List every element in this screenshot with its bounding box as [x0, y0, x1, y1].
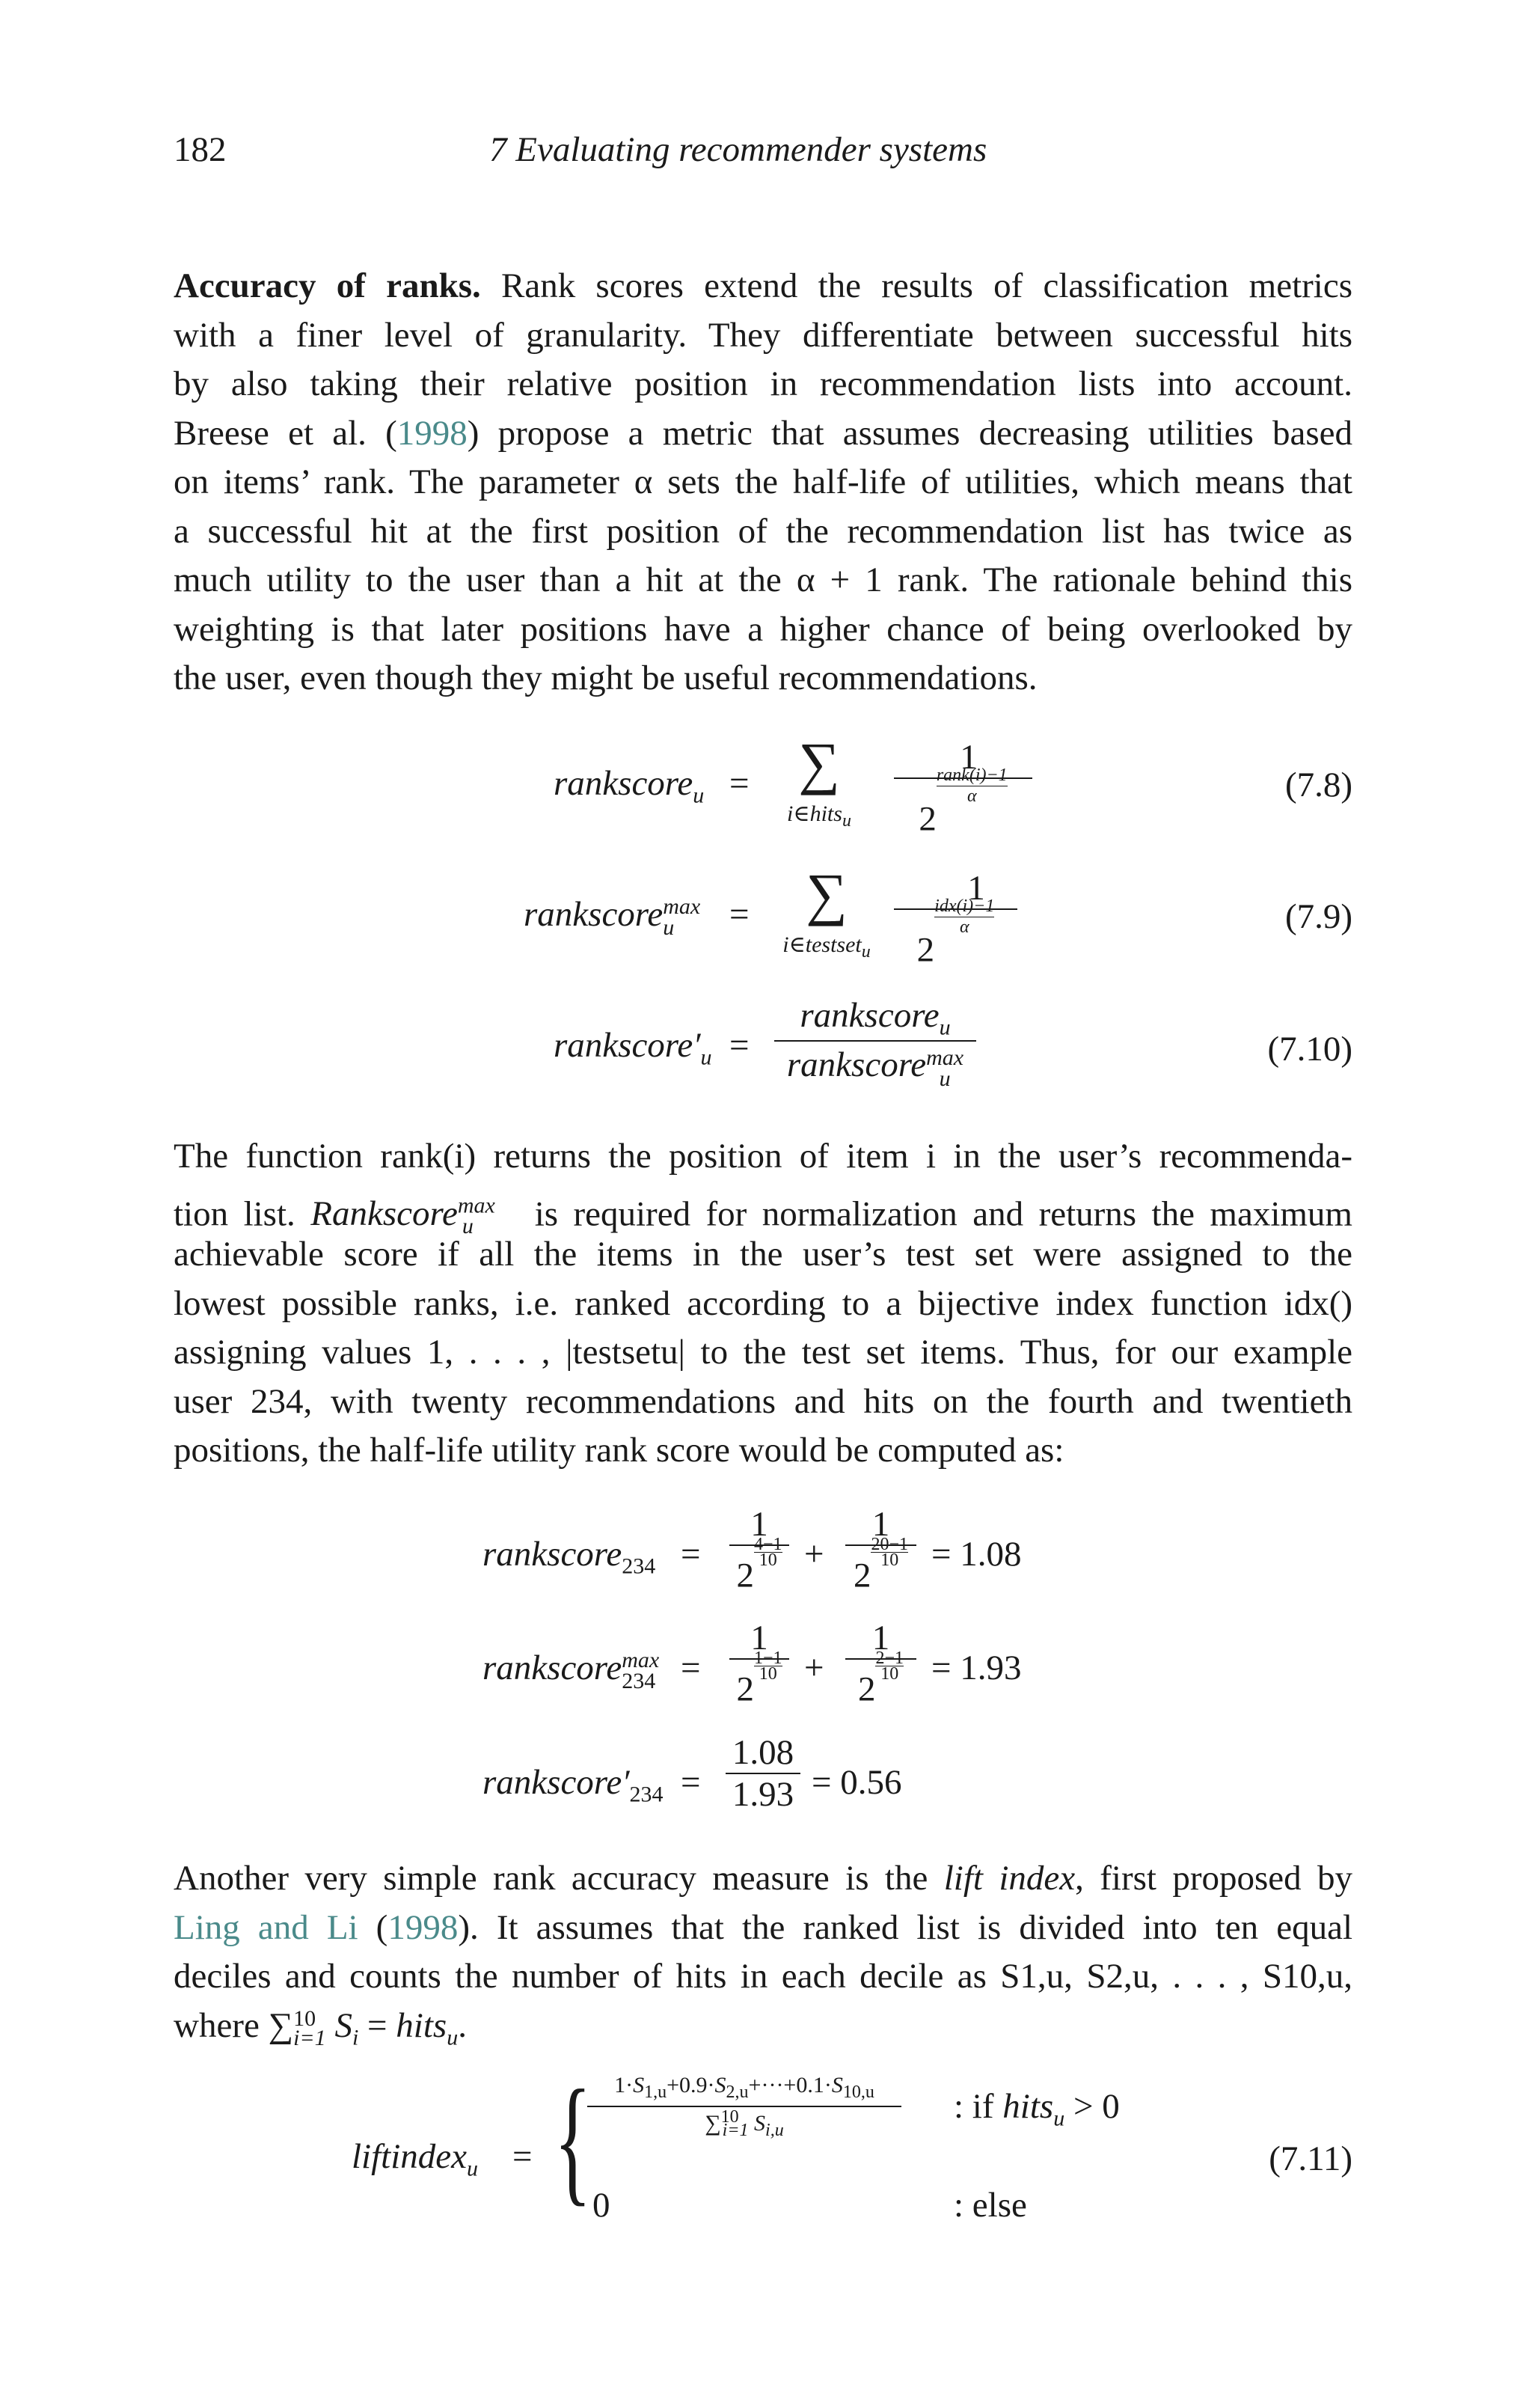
section-heading: Accuracy of ranks.	[174, 266, 481, 305]
text: is required for normalization and returns the maximum	[534, 1194, 1352, 1234]
paragraph-lift-index	[174, 1854, 1352, 2050]
text: Rank scores extend the results of classification metrics	[501, 266, 1353, 305]
paragraph-accuracy-of-ranks	[174, 262, 1352, 703]
result-value: = 1.08	[931, 1535, 1022, 1574]
citation-link[interactable]: 1998	[396, 413, 468, 453]
text: (	[358, 1907, 388, 1947]
text-line	[174, 1854, 1352, 1904]
text-line: positions, the half-life utility rank score would be computed as:	[174, 1431, 1064, 1470]
citation-link[interactable]: 1998	[387, 1907, 459, 1947]
result-value: = 1.93	[931, 1648, 1022, 1687]
text-line: deciles and counts the number of hits in each decile as S1,u, S2,u, . . . , S10,u,	[174, 1957, 1352, 1996]
text: Another very simple rank accuracy measure is the	[174, 1859, 944, 1898]
equation-number: (7.10)	[1267, 1030, 1352, 1069]
text-line	[174, 1904, 1352, 1953]
text-line: user 234, with twenty recommendations and hits on the fourth and twentieth	[174, 1381, 1352, 1421]
equation-number: (7.8)	[1284, 766, 1352, 804]
equation-7-11: liftindex$_u$ = { $1\cdot S_{1,u}+0.9\cdot S_{2,u}+\cdot\cdot\cdot+0.1\cdot S_{10,u}$ ∑$^{10}_{i=1}$ $S_{i,u}$ 0 : if hits$_u$ > 0 : else	[352, 2062, 1120, 2225]
text: ) propose a metric that assumes decreasing utilities based	[467, 413, 1352, 453]
worked-example: rankscore$_{234}$ = 1 2 $^{\frac{4-1}{10}}$ + 1 2 $^{\frac{20-1}{10}}$ = 1.08 rankscore max 234 = 1 2 $^{\frac{1-1}{10}}$ + 1 2 $^{\frac{2-1}{10}}$ = 1.93 $rankscore'_{234}$ = $\frac{1.08}{1.93}$ = 0.56	[482, 1505, 1022, 1814]
text: , first proposed by	[1075, 1859, 1353, 1898]
text-line: assigning values 1, . . . , |testsetu| to the test set items. Thus, for our example	[174, 1333, 1352, 1372]
result-value: = 0.56	[812, 1763, 902, 1802]
text-line: lowest possible ranks, i.e. ranked according to a bijective index function idx()	[174, 1283, 1352, 1323]
condition-text: : if	[954, 2087, 994, 2126]
text-line: by also taking their relative position in recommendation lists into account.	[174, 364, 1352, 403]
text-line: much utility to the user than a hit at the α + 1 rank. The rationale behind this	[174, 560, 1352, 599]
text-line: achievable score if all the items in the user’s test set were assigned to the	[174, 1235, 1352, 1274]
condition-text: : else	[954, 2186, 1027, 2225]
paragraph-rank-function	[174, 1132, 1352, 1476]
text-line: weighting is that later positions have a higher chance of being overlooked by	[174, 609, 1352, 649]
term: lift index	[943, 1859, 1076, 1898]
chapter-title: 7 Evaluating recommender systems	[489, 130, 987, 169]
text-line: with a finer level of granularity. They differentiate between successful hits	[174, 315, 1352, 355]
equation-number: (7.9)	[1284, 897, 1352, 936]
numerator: 1.08	[732, 1733, 794, 1772]
page-number: 182	[174, 130, 227, 169]
text-line	[174, 409, 1352, 459]
text-line: The function rank(i) returns the position of item i in the user’s recommenda-	[174, 1137, 1352, 1176]
text-line: a successful hit at the first position of the recommendation list has twice as	[174, 511, 1352, 551]
text: Breese et al. (	[174, 413, 397, 453]
text-line: where ∑ 10 i=1 $S_i$ = hits$_u$.	[174, 2005, 467, 2050]
text: ). It assumes that the ranked list is divided into ten equal	[458, 1907, 1352, 1947]
text-line: on items’ rank. The parameter α sets the half-life of utilities, which means that	[174, 462, 1352, 501]
text: where	[174, 2005, 260, 2045]
citation-link[interactable]: Ling and Li	[174, 1907, 358, 1947]
equation-number: (7.11)	[1269, 2139, 1352, 2178]
text-line: the user, even though they might be useful recommendations.	[174, 658, 1038, 697]
text-line: tion list. Rankscore$^{max}_u$ is required for normalization and returns the maximum	[174, 1193, 1352, 1238]
denominator: 1.93	[726, 1773, 800, 1815]
else-value: 0	[592, 2186, 610, 2225]
